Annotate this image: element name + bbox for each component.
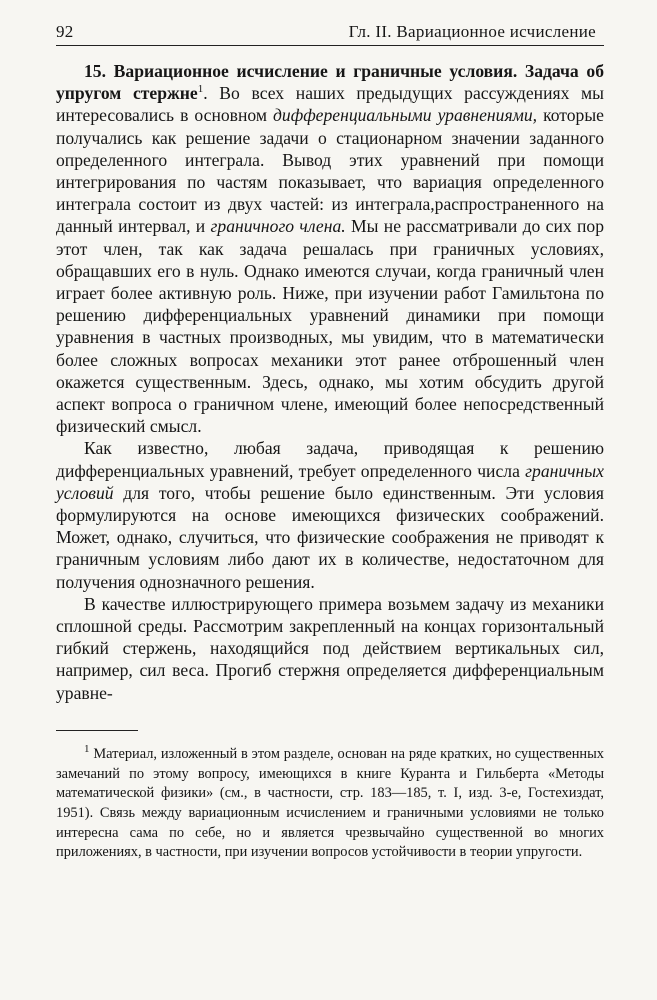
footnote-mark: 1 xyxy=(84,743,90,756)
section-heading: 15. Вариационное исчисление и граничные условия. Задача об упругом стержне xyxy=(56,61,604,104)
paragraph-3: В качестве иллюстрирующего примера возьмем задачу из механики сплошной среды. Рассмотрим закрепленный на концах горизонтальный гибкий стержень, находящийся под действием вертикальных сил, например, сил веса. Прогиб стержня определяется дифференциальным уравне- xyxy=(56,593,604,703)
footnote-text: Материал, изложенный в этом разделе, основан на ряде кратких, но существенных замечаний по этому вопросу, имеющихся в книге Куранта и Гильберта «Методы математической физики» (см., в частности, стр. 183—185, т. I, изд. 3-е, Гостехиздат, 1951). Связь между вариационным исчислением и граничными условиями не только интересна сама по себе, но и является чрезвычайно существенной во многих приложениях, в частности, при изучении вопросов устойчивости в теории упругости. xyxy=(56,746,604,861)
paragraph-2-italic: граничных условий xyxy=(56,460,604,503)
paragraph-2-text-a: Как известно, любая задача, приводящая к решению дифференциальных уравнений, требует определенного числа xyxy=(56,438,604,481)
paragraph-1-text-a: . Во всех наших предыдущих рассуждениях мы интересовались в основном xyxy=(56,83,605,126)
running-header xyxy=(56,22,604,46)
paragraph-1-text-b: которые получались как решение задачи о стационарном значении заданного определенного интеграла. Вывод этих уравнений при помощи интегрирования по частям показывает, что вариация определенного интеграла состоит из двух частей: из интеграла,распространенного на данный интервал, и xyxy=(56,105,604,237)
footnote-divider xyxy=(56,730,138,731)
paragraph-1-text-c: Мы не рассматривали до сих пор этот член, так как задача решалась при граничных условиях, обращавших его в нуль. Однако имеются случаи, когда граничный член играет более активную роль. Ниже, при изучении работ Гамильтона по решению дифференциальных уравнений динамики при помощи уравнения в частных производных, мы увидим, что в математически более сложных вопросах механики этот ранее отброшенный член окажется существенным. Здесь, однако, мы хотим обсудить другой аспект вопроса о граничном члене, имеющий более непосредственный физический смысл. xyxy=(56,216,604,437)
paragraph-1-italic-a: дифференциальными уравнениями, xyxy=(273,105,538,126)
paragraph-1 xyxy=(56,60,604,437)
main-text xyxy=(56,60,604,704)
paragraph-2-text-b: для того, чтобы решение было единственным. Эти условия формулируются на основе имеющихся физических соображений. Может, однако, случиться, что физические соображения не приводят к граничным условиям либо дают их в количестве, недостаточном для получения однозначного решения. xyxy=(56,482,604,592)
running-title: Гл. II. Вариационное исчисление xyxy=(348,22,596,41)
page-number: 92 xyxy=(56,22,74,41)
footnote xyxy=(56,745,604,863)
paragraph-2 xyxy=(56,437,604,592)
footnote-reference: 1 xyxy=(197,83,204,96)
paragraph-1-italic-b: граничного члена. xyxy=(210,216,346,237)
book-page xyxy=(56,22,604,877)
